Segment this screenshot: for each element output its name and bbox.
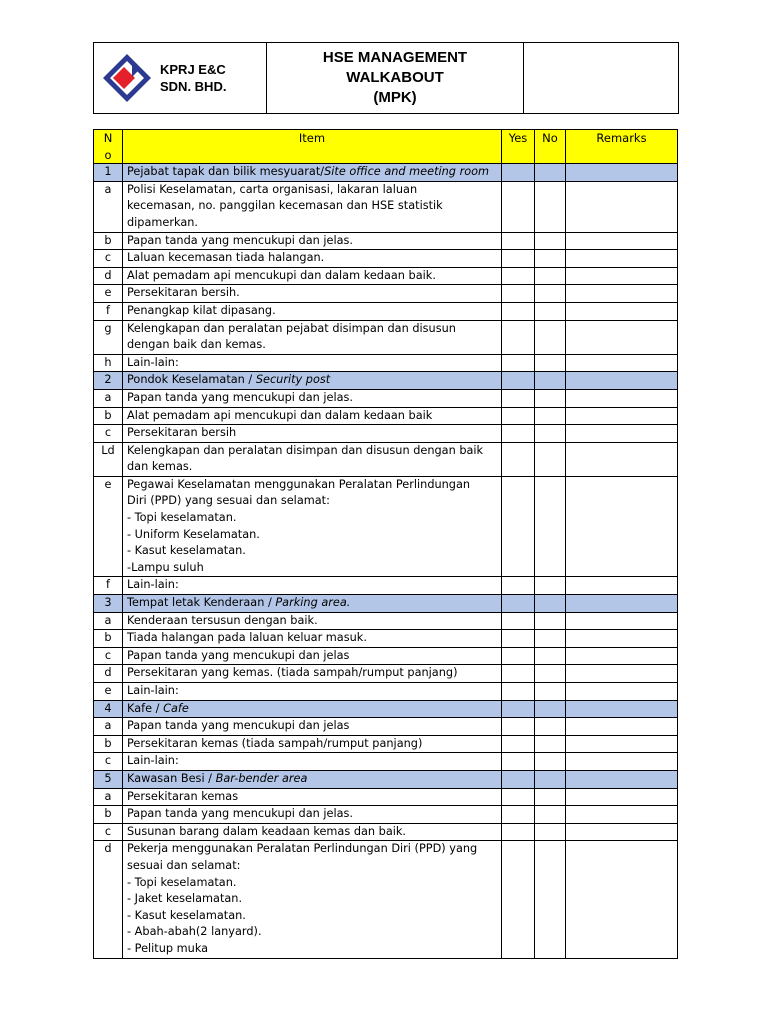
yes-cell[interactable]	[502, 806, 535, 824]
item-text-line: Laluan kecemasan tiada halangan.	[127, 251, 325, 265]
yes-cell[interactable]	[502, 647, 535, 665]
item-text-line: Penangkap kilat dipasang.	[127, 303, 276, 317]
section-row	[94, 164, 678, 182]
column-header-no-answer: No	[535, 130, 566, 164]
table-row	[94, 841, 678, 958]
table-row	[94, 320, 678, 354]
item-text-line: Papan tanda yang mencukupi dan jelas.	[127, 390, 354, 404]
item-letter: b	[94, 232, 123, 250]
title-line2: WALKABOUT	[346, 69, 444, 86]
section-title-english: Site office and meeting room	[324, 165, 490, 179]
remarks-cell[interactable]	[566, 788, 678, 806]
remarks-cell[interactable]	[566, 841, 678, 958]
no-cell[interactable]	[535, 718, 566, 736]
item-description	[123, 425, 502, 443]
item-description	[123, 181, 502, 232]
table-row	[94, 753, 678, 771]
no-cell[interactable]	[535, 354, 566, 372]
remarks-cell[interactable]	[566, 630, 678, 648]
yes-cell[interactable]	[502, 250, 535, 268]
item-letter: e	[94, 476, 123, 577]
no-cell[interactable]	[535, 612, 566, 630]
table-row	[94, 647, 678, 665]
no-cell[interactable]	[535, 372, 566, 390]
item-text-line: Papan tanda yang mencukupi dan jelas	[127, 648, 350, 662]
item-letter: f	[94, 302, 123, 320]
item-letter: h	[94, 354, 123, 372]
item-text-line: -Lampu suluh	[127, 560, 204, 574]
no-cell[interactable]	[535, 770, 566, 788]
yes-cell[interactable]	[502, 700, 535, 718]
item-text-line: - Jaket keselamatan.	[127, 892, 243, 906]
table-row	[94, 683, 678, 701]
document-header	[93, 42, 679, 114]
no-cell[interactable]	[535, 407, 566, 425]
remarks-cell[interactable]	[566, 164, 678, 182]
remarks-cell[interactable]	[566, 250, 678, 268]
document-title	[267, 43, 524, 114]
yes-cell[interactable]	[502, 442, 535, 476]
table-row	[94, 267, 678, 285]
yes-cell[interactable]	[502, 735, 535, 753]
remarks-cell[interactable]	[566, 181, 678, 232]
company-name-line2: SDN. BHD.	[160, 79, 227, 94]
yes-cell[interactable]	[502, 823, 535, 841]
logo-cell	[94, 43, 267, 114]
item-letter: g	[94, 320, 123, 354]
remarks-cell[interactable]	[566, 683, 678, 701]
item-text-line: Persekitaran kemas	[127, 789, 239, 803]
section-number: 1	[94, 164, 123, 182]
item-letter: Ld	[94, 442, 123, 476]
no-cell[interactable]	[535, 788, 566, 806]
item-text-line: Lain-lain:	[127, 754, 179, 768]
item-text-line: dipamerkan.	[127, 215, 199, 229]
yes-cell[interactable]	[502, 788, 535, 806]
yes-cell[interactable]	[502, 354, 535, 372]
item-description	[123, 320, 502, 354]
no-cell[interactable]	[535, 389, 566, 407]
no-cell[interactable]	[535, 232, 566, 250]
item-letter: b	[94, 630, 123, 648]
item-text-line: Tiada halangan pada laluan keluar masuk.	[127, 631, 367, 645]
remarks-cell[interactable]	[566, 735, 678, 753]
item-text-line: Kelengkapan dan peralatan pejabat disimpan dan disusun	[127, 321, 456, 335]
section-row	[94, 595, 678, 613]
item-text-line: Lain-lain:	[127, 355, 179, 369]
no-cell[interactable]	[535, 267, 566, 285]
table-row	[94, 823, 678, 841]
no-cell[interactable]	[535, 753, 566, 771]
no-cell[interactable]	[535, 164, 566, 182]
remarks-cell[interactable]	[566, 770, 678, 788]
item-description	[123, 476, 502, 577]
remarks-cell[interactable]	[566, 823, 678, 841]
company-logo-icon	[102, 53, 152, 103]
remarks-cell[interactable]	[566, 577, 678, 595]
table-row	[94, 285, 678, 303]
item-text-line: sesuai dan selamat:	[127, 858, 241, 872]
yes-cell[interactable]	[502, 302, 535, 320]
yes-cell[interactable]	[502, 389, 535, 407]
column-header-yes: Yes	[502, 130, 535, 164]
item-description	[123, 612, 502, 630]
section-title-english: Security post	[255, 373, 331, 387]
item-description	[123, 630, 502, 648]
yes-cell[interactable]	[502, 841, 535, 958]
yes-cell[interactable]	[502, 595, 535, 613]
item-letter: b	[94, 407, 123, 425]
no-cell[interactable]	[535, 577, 566, 595]
remarks-cell[interactable]	[566, 665, 678, 683]
item-letter: c	[94, 647, 123, 665]
table-row	[94, 577, 678, 595]
yes-cell[interactable]	[502, 665, 535, 683]
item-letter: d	[94, 665, 123, 683]
no-cell[interactable]	[535, 425, 566, 443]
remarks-cell[interactable]	[566, 700, 678, 718]
item-letter: a	[94, 788, 123, 806]
item-text-line: Kenderaan tersusun dengan baik.	[127, 613, 318, 627]
checklist-table	[93, 129, 678, 959]
remarks-cell[interactable]	[566, 595, 678, 613]
yes-cell[interactable]	[502, 267, 535, 285]
blank-header-cell	[524, 43, 679, 114]
yes-cell[interactable]	[502, 407, 535, 425]
table-row	[94, 389, 678, 407]
yes-cell[interactable]	[502, 425, 535, 443]
table-row	[94, 630, 678, 648]
item-description	[123, 753, 502, 771]
table-row	[94, 718, 678, 736]
section-row	[94, 372, 678, 390]
item-description	[123, 302, 502, 320]
title-line3: (MPK)	[373, 89, 417, 106]
item-text-line: - Topi keselamatan.	[127, 511, 237, 525]
item-text-line: - Abah-abah(2 lanyard).	[127, 925, 262, 939]
company-name-line1: KPRJ E&C	[160, 62, 226, 77]
no-cell[interactable]	[535, 735, 566, 753]
table-row	[94, 665, 678, 683]
yes-cell[interactable]	[502, 630, 535, 648]
table-row	[94, 612, 678, 630]
item-text-line: dengan baik dan kemas.	[127, 338, 266, 352]
item-description	[123, 718, 502, 736]
yes-cell[interactable]	[502, 577, 535, 595]
item-text-line: Papan tanda yang mencukupi dan jelas.	[127, 233, 354, 247]
table-row	[94, 302, 678, 320]
item-text-line: Pegawai Keselamatan menggunakan Peralatan Perlindungan	[127, 477, 471, 491]
item-text-line: Persekitaran bersih.	[127, 286, 240, 300]
table-row	[94, 806, 678, 824]
item-text-line: Papan tanda yang mencukupi dan jelas	[127, 719, 350, 733]
yes-cell[interactable]	[502, 372, 535, 390]
section-title: Tempat letak Kenderaan / Parking area.	[123, 595, 502, 613]
item-description	[123, 735, 502, 753]
yes-cell[interactable]	[502, 718, 535, 736]
no-cell[interactable]	[535, 250, 566, 268]
section-title: Pondok Keselamatan / Security post	[123, 372, 502, 390]
item-description	[123, 788, 502, 806]
remarks-cell[interactable]	[566, 753, 678, 771]
section-title-english: Cafe	[163, 701, 189, 715]
remarks-cell[interactable]	[566, 476, 678, 577]
item-letter: e	[94, 285, 123, 303]
no-cell[interactable]	[535, 595, 566, 613]
item-text-line: Diri (PPD) yang sesuai dan selamat:	[127, 494, 330, 508]
remarks-cell[interactable]	[566, 407, 678, 425]
item-text-line: Pekerja menggunakan Peralatan Perlindungan Diri (PPD) yang	[127, 842, 478, 856]
remarks-cell[interactable]	[566, 425, 678, 443]
table-row	[94, 425, 678, 443]
section-number: 3	[94, 595, 123, 613]
yes-cell[interactable]	[502, 770, 535, 788]
yes-cell[interactable]	[502, 612, 535, 630]
item-description	[123, 442, 502, 476]
item-text-line: Alat pemadam api mencukupi dan dalam kedaan baik.	[127, 268, 436, 282]
item-description	[123, 250, 502, 268]
item-text-line: Lain-lain:	[127, 684, 179, 697]
item-letter: a	[94, 389, 123, 407]
item-letter: f	[94, 577, 123, 595]
item-text-line: - Kasut keselamatan.	[127, 908, 246, 922]
checklist-body	[94, 164, 678, 958]
item-text-line: Alat pemadam api mencukupi dan dalam kedaan baik	[127, 408, 433, 422]
yes-cell[interactable]	[502, 476, 535, 577]
no-cell[interactable]	[535, 630, 566, 648]
table-header-row	[94, 130, 678, 164]
item-letter: a	[94, 612, 123, 630]
table-row	[94, 442, 678, 476]
item-letter: c	[94, 250, 123, 268]
item-text-line: Lain-lain:	[127, 578, 179, 592]
remarks-cell[interactable]	[566, 806, 678, 824]
item-text-line: - Kasut keselamatan.	[127, 544, 246, 558]
item-description	[123, 354, 502, 372]
item-text-line: kecemasan, no. panggilan kecemasan dan HSE statistik	[127, 199, 443, 213]
item-text-line: Persekitaran yang kemas. (tiada sampah/rumput panjang)	[127, 666, 458, 680]
yes-cell[interactable]	[502, 164, 535, 182]
item-text-line: Persekitaran kemas (tiada sampah/rumput panjang)	[127, 736, 423, 750]
item-letter: a	[94, 181, 123, 232]
section-number: 2	[94, 372, 123, 390]
no-cell[interactable]	[535, 823, 566, 841]
remarks-cell[interactable]	[566, 718, 678, 736]
item-description	[123, 285, 502, 303]
item-letter: d	[94, 841, 123, 958]
item-letter: c	[94, 753, 123, 771]
item-letter: c	[94, 425, 123, 443]
item-letter: e	[94, 683, 123, 701]
section-title: Kafe / Cafe	[123, 700, 502, 718]
column-header-no: N o	[94, 130, 123, 164]
no-cell[interactable]	[535, 665, 566, 683]
no-cell[interactable]	[535, 476, 566, 577]
remarks-cell[interactable]	[566, 302, 678, 320]
yes-cell[interactable]	[502, 285, 535, 303]
item-text-line: - Topi keselamatan.	[127, 875, 237, 889]
item-description	[123, 407, 502, 425]
item-text-line: dan kemas.	[127, 460, 193, 474]
table-row	[94, 788, 678, 806]
remarks-cell[interactable]	[566, 389, 678, 407]
item-text-line: - Pelitup muka	[127, 941, 209, 955]
title-line1: HSE MANAGEMENT	[322, 49, 468, 66]
item-text-line: Polisi Keselamatan, carta organisasi, lakaran laluan	[127, 182, 418, 196]
item-text-line: Papan tanda yang mencukupi dan jelas.	[127, 807, 354, 821]
item-description	[123, 665, 502, 683]
section-title: Kawasan Besi / Bar-bender area	[123, 770, 502, 788]
item-description	[123, 267, 502, 285]
no-cell[interactable]	[535, 320, 566, 354]
yes-cell[interactable]	[502, 753, 535, 771]
item-description	[123, 232, 502, 250]
section-row	[94, 770, 678, 788]
yes-cell[interactable]	[502, 232, 535, 250]
remarks-cell[interactable]	[566, 285, 678, 303]
no-cell[interactable]	[535, 442, 566, 476]
remarks-cell[interactable]	[566, 267, 678, 285]
item-description	[123, 823, 502, 841]
table-row	[94, 476, 678, 577]
remarks-cell[interactable]	[566, 442, 678, 476]
no-cell[interactable]	[535, 700, 566, 718]
section-row	[94, 700, 678, 718]
item-description	[123, 577, 502, 595]
item-description	[123, 647, 502, 665]
item-text-line: Susunan barang dalam keadaan kemas dan baik.	[127, 824, 407, 838]
item-letter: d	[94, 267, 123, 285]
no-cell[interactable]	[535, 841, 566, 958]
item-description	[123, 841, 502, 958]
table-row	[94, 407, 678, 425]
no-cell[interactable]	[535, 647, 566, 665]
item-letter: a	[94, 718, 123, 736]
remarks-cell[interactable]	[566, 320, 678, 354]
remarks-cell[interactable]	[566, 372, 678, 390]
table-row	[94, 181, 678, 232]
table-row	[94, 354, 678, 372]
item-description	[123, 806, 502, 824]
table-row	[94, 735, 678, 753]
no-cell[interactable]	[535, 285, 566, 303]
item-description	[123, 683, 502, 701]
section-title-english: Bar-bender area	[215, 771, 308, 785]
item-letter: b	[94, 806, 123, 824]
section-title: Pejabat tapak dan bilik mesyuarat/Site office and meeting room	[123, 164, 502, 182]
table-row	[94, 232, 678, 250]
item-text-line: - Uniform Keselamatan.	[127, 527, 260, 541]
no-cell[interactable]	[535, 683, 566, 701]
section-number: 5	[94, 770, 123, 788]
item-text-line: Kelengkapan dan peralatan disimpan dan disusun dengan baik	[127, 443, 484, 457]
remarks-cell[interactable]	[566, 232, 678, 250]
remarks-cell[interactable]	[566, 354, 678, 372]
section-number: 4	[94, 700, 123, 718]
remarks-cell[interactable]	[566, 612, 678, 630]
section-title-english: Parking area.	[275, 596, 351, 610]
item-text-line: Persekitaran bersih	[127, 426, 237, 440]
table-row	[94, 250, 678, 268]
item-letter: c	[94, 823, 123, 841]
item-letter: b	[94, 735, 123, 753]
no-cell[interactable]	[535, 181, 566, 232]
yes-cell[interactable]	[502, 683, 535, 701]
column-header-remarks: Remarks	[566, 130, 678, 164]
remarks-cell[interactable]	[566, 647, 678, 665]
yes-cell[interactable]	[502, 181, 535, 232]
yes-cell[interactable]	[502, 320, 535, 354]
no-cell[interactable]	[535, 302, 566, 320]
item-description	[123, 389, 502, 407]
no-cell[interactable]	[535, 806, 566, 824]
column-header-item: Item	[123, 130, 502, 164]
